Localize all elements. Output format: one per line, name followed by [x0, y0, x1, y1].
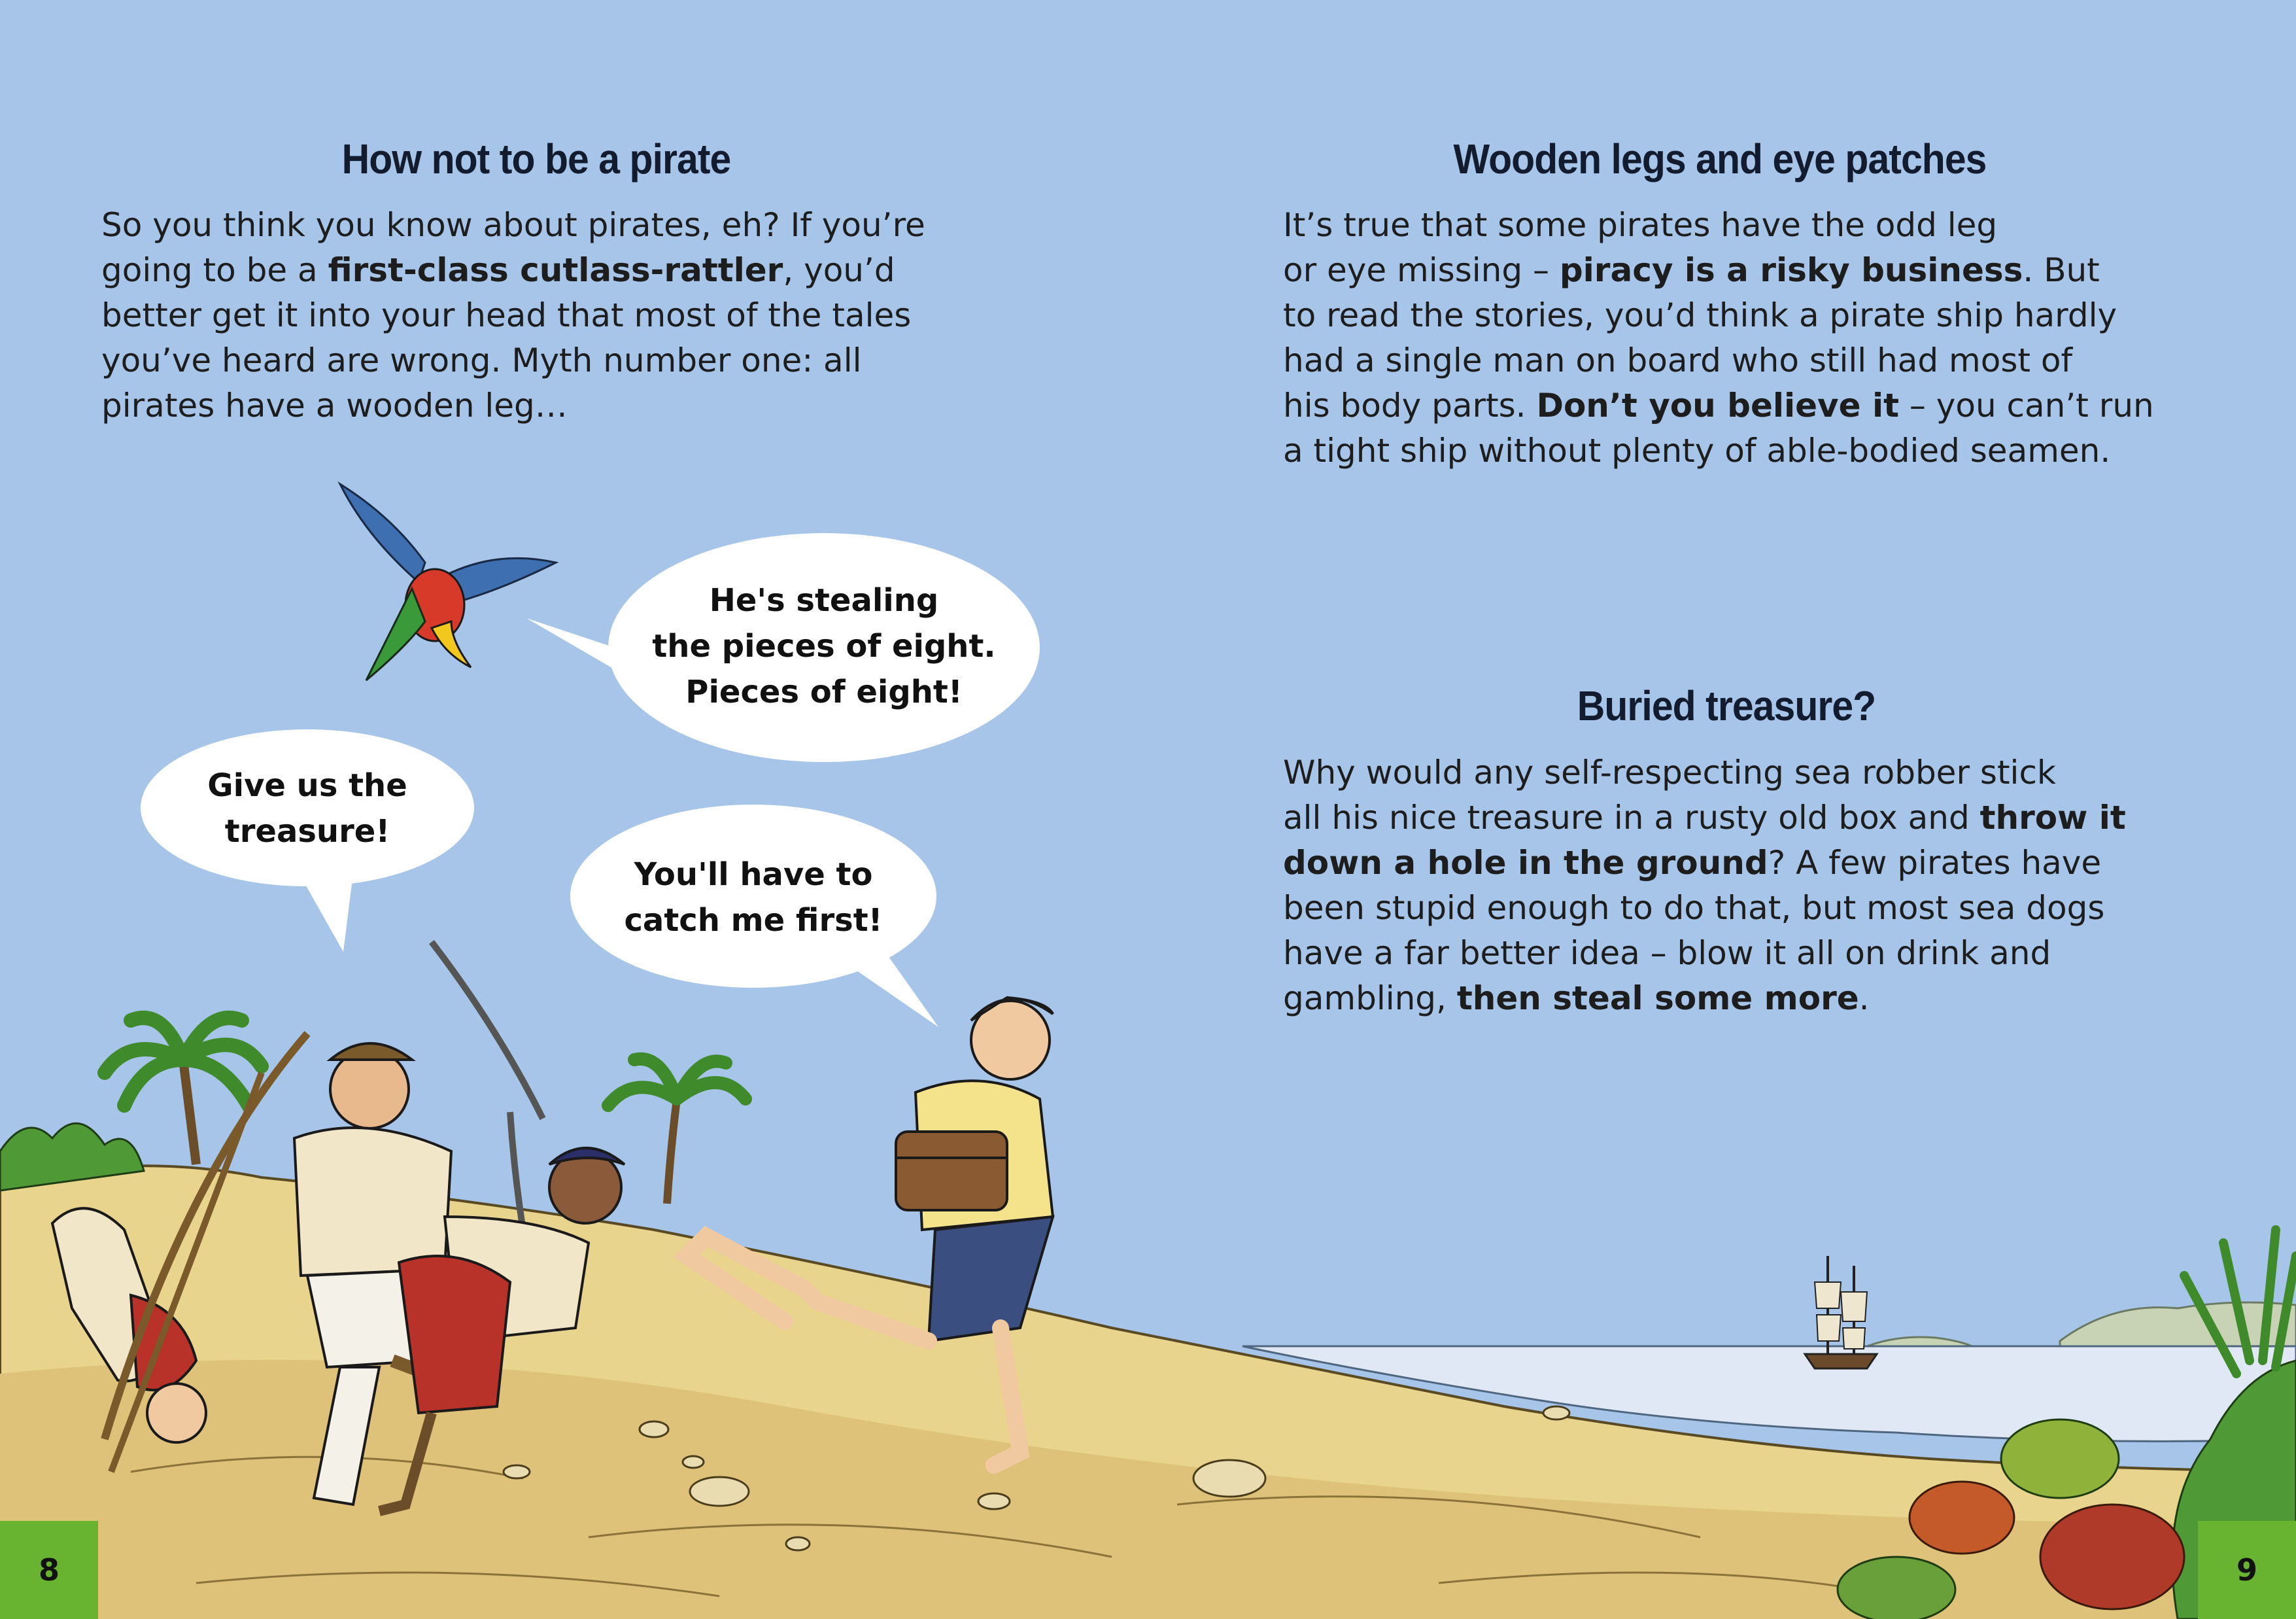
text-run: Why would any self-respecting sea robber stick	[1283, 754, 2056, 792]
bubble-line: catch me first!	[624, 902, 883, 939]
bubble-line: treasure!	[224, 813, 390, 850]
text-run: – you can’t run	[1899, 387, 2154, 425]
parrot-icon	[340, 484, 556, 680]
text-run: all his nice treasure in a rusty old box and	[1283, 799, 1980, 837]
text-line	[1283, 931, 2199, 976]
text-run: .	[1859, 979, 1870, 1017]
text-run: a tight ship without plenty of able-bodied seamen.	[1283, 432, 2111, 470]
text-run: better get it into your head that most of the tales	[101, 296, 912, 334]
page-number-right: 9	[2198, 1521, 2296, 1619]
boy-speech-text	[590, 852, 917, 943]
text-run: ? A few pirates have	[1768, 844, 2102, 882]
text-run: had a single man on board who still had most of	[1283, 341, 2073, 379]
bold-text-run: then steal some more	[1456, 979, 1859, 1017]
text-line	[1283, 795, 2199, 841]
bold-text-run: down a hole in the ground	[1283, 844, 1768, 882]
bold-text-run: first-class cutlass-rattler	[328, 251, 783, 289]
text-run: So you think you know about pirates, eh? If you’re	[101, 206, 925, 244]
text-line	[1283, 886, 2199, 931]
text-run: , you’d	[783, 251, 895, 289]
parrot-speech-text	[628, 578, 1020, 715]
text-line	[1283, 203, 2199, 248]
text-line	[101, 248, 951, 293]
bold-text-run: piracy is a risky business	[1559, 251, 2023, 289]
text-run: to read the stories, you’d think a pirate ship hardly	[1283, 296, 2117, 334]
buried-treasure-body	[1283, 750, 2199, 1021]
bubble-line: You'll have to	[634, 856, 873, 893]
bold-text-run: Don’t you believe it	[1536, 387, 1899, 425]
bubble-line: Give us the	[207, 767, 407, 804]
text-line	[1283, 383, 2199, 428]
text-line	[1283, 338, 2199, 383]
text-line	[1283, 750, 2199, 795]
text-run: you’ve heard are wrong. Myth number one: all	[101, 341, 862, 379]
page-number-left: 8	[0, 1521, 98, 1619]
buried-treasure-heading: Buried treasure?	[1577, 682, 1876, 729]
text-run: gambling,	[1283, 979, 1457, 1017]
text-run: have a far better idea – blow it all on drink and	[1283, 934, 2051, 972]
wooden-legs-body	[1283, 203, 2199, 474]
text-run: going to be a	[101, 251, 328, 289]
text-run: pirates have a wooden leg…	[101, 387, 568, 425]
text-line	[1283, 293, 2199, 338]
left-page-body	[101, 203, 951, 428]
text-line	[1283, 428, 2199, 474]
text-line	[1283, 248, 2199, 293]
text-run: . But	[2023, 251, 2100, 289]
text-line	[101, 338, 951, 383]
text-line	[101, 293, 951, 338]
bubble-line: the pieces of eight.	[652, 628, 996, 665]
bubble-line: He's stealing	[709, 582, 939, 619]
bubble-line: Pieces of eight!	[685, 674, 963, 710]
text-line	[101, 383, 951, 428]
wooden-legs-heading: Wooden legs and eye patches	[1453, 135, 1987, 183]
bold-text-run: throw it	[1979, 799, 2126, 837]
pirate-speech-text	[163, 763, 451, 854]
left-page-heading: How not to be a pirate	[341, 135, 731, 183]
text-run: It’s true that some pirates have the odd leg	[1283, 206, 1998, 244]
text-line	[1283, 976, 2199, 1021]
text-run: his body parts.	[1283, 387, 1537, 425]
text-run: been stupid enough to do that, but most sea dogs	[1283, 889, 2105, 927]
text-run: or eye missing –	[1283, 251, 1560, 289]
text-line	[1283, 841, 2199, 886]
text-line	[101, 203, 951, 248]
